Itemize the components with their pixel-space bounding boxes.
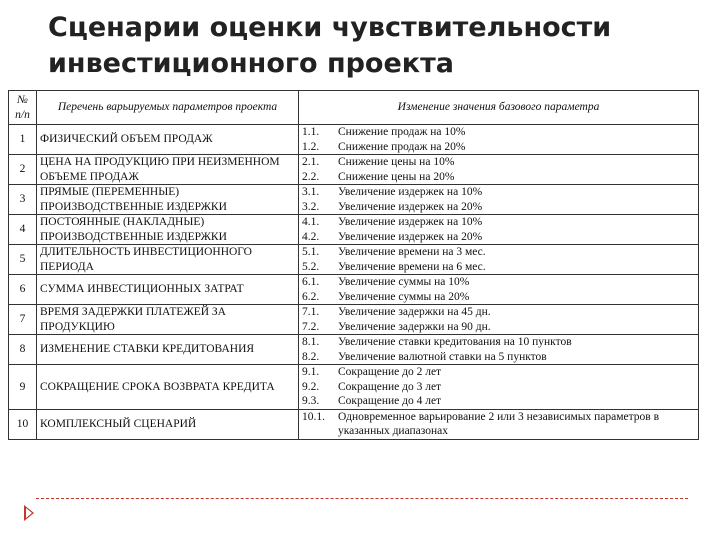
- change-code: 4.2.: [302, 230, 320, 243]
- change-code: 3.2.: [302, 200, 320, 213]
- change-item: [302, 394, 695, 409]
- change-code: 9.2.: [302, 380, 320, 393]
- row-changes: [299, 305, 699, 335]
- row-param: ДЛИТЕЛЬНОСТЬ ИНВЕСТИЦИОННОГО ПЕРИОДА: [37, 245, 299, 275]
- change-item: [302, 125, 695, 140]
- table-row: [9, 335, 699, 365]
- row-num: 6: [9, 275, 37, 305]
- row-param: ИЗМЕНЕНИЕ СТАВКИ КРЕДИТОВАНИЯ: [37, 335, 299, 365]
- row-num: 10: [9, 409, 37, 439]
- row-changes: [299, 409, 699, 439]
- change-text: Сокращение до 2 лет: [338, 366, 442, 378]
- sensitivity-table: [8, 90, 699, 440]
- change-text: Увеличение ставки кредитования на 10 пунктов: [338, 336, 572, 348]
- title-line-2: инвестиционного проекта: [48, 48, 454, 79]
- change-code: 8.1.: [302, 336, 320, 348]
- row-num: 7: [9, 305, 37, 335]
- table-row: [9, 155, 699, 185]
- change-item: [302, 155, 695, 170]
- row-num: 4: [9, 215, 37, 245]
- change-code: 7.2.: [302, 320, 320, 333]
- table-row: [9, 125, 699, 155]
- header-num: № п/п: [9, 91, 37, 125]
- change-text: Увеличение суммы на 20%: [338, 290, 470, 303]
- row-changes: [299, 275, 699, 305]
- row-param: ФИЗИЧЕСКИЙ ОБЪЕМ ПРОДАЖ: [37, 125, 299, 155]
- change-code: 9.3.: [302, 395, 320, 407]
- row-param: ПОСТОЯННЫЕ (НАКЛАДНЫЕ) ПРОИЗВОДСТВЕННЫЕ ИЗДЕРЖКИ: [37, 215, 299, 245]
- change-code: 6.1.: [302, 276, 320, 288]
- change-text: Увеличение издержек на 20%: [338, 200, 483, 213]
- row-num: 3: [9, 185, 37, 215]
- row-num: 2: [9, 155, 37, 185]
- change-code: 7.1.: [302, 306, 320, 318]
- change-item: [302, 410, 695, 439]
- change-text: Увеличение издержек на 20%: [338, 230, 483, 243]
- change-item: [302, 305, 695, 320]
- table-row: [9, 305, 699, 335]
- table-row: [9, 409, 699, 439]
- row-changes: [299, 125, 699, 155]
- change-code: 1.2.: [302, 140, 320, 153]
- row-param: КОМПЛЕКСНЫЙ СЦЕНАРИЙ: [37, 409, 299, 439]
- change-text: Снижение продаж на 20%: [338, 140, 466, 153]
- change-text: Увеличение задержки на 90 дн.: [338, 320, 491, 333]
- row-param: СОКРАЩЕНИЕ СРОКА ВОЗВРАТА КРЕДИТА: [37, 365, 299, 410]
- header-change: Изменение значения базового параметра: [299, 91, 699, 125]
- title-line-1: Сценарии оценки чувствительности: [48, 12, 612, 43]
- change-text: Одновременное варьирование 2 или 3 независимых параметров в указанных диапазонах: [338, 410, 660, 437]
- row-changes: [299, 155, 699, 185]
- change-item: [302, 275, 695, 290]
- change-item: [302, 140, 695, 155]
- change-code: 9.1.: [302, 366, 320, 378]
- header-param: Перечень варьируемых параметров проекта: [37, 91, 299, 125]
- row-changes: [299, 215, 699, 245]
- change-item: [302, 230, 695, 245]
- row-changes: [299, 185, 699, 215]
- change-item: [302, 350, 695, 365]
- change-text: Сокращение до 3 лет: [338, 380, 442, 393]
- change-code: 6.2.: [302, 290, 320, 303]
- change-text: Снижение цены на 10%: [338, 156, 455, 168]
- change-item: [302, 365, 695, 380]
- change-text: Увеличение задержки на 45 дн.: [338, 306, 491, 318]
- change-code: 10.1.: [302, 410, 325, 423]
- change-code: 3.1.: [302, 186, 320, 198]
- change-text: Снижение продаж на 10%: [338, 126, 466, 138]
- change-item: [302, 335, 695, 350]
- change-code: 8.2.: [302, 350, 320, 363]
- change-item: [302, 380, 695, 395]
- page-title: [48, 10, 688, 82]
- row-num: 5: [9, 245, 37, 275]
- change-code: 4.1.: [302, 216, 320, 228]
- change-code: 2.2.: [302, 170, 320, 183]
- change-text: Увеличение времени на 3 мес.: [338, 246, 486, 258]
- row-changes: [299, 365, 699, 410]
- row-num: 1: [9, 125, 37, 155]
- change-text: Увеличение времени на 6 мес.: [338, 260, 486, 273]
- table-body: [9, 125, 699, 440]
- change-item: [302, 245, 695, 260]
- row-num: 9: [9, 365, 37, 410]
- table-header-row: [9, 91, 699, 125]
- change-code: 5.2.: [302, 260, 320, 273]
- row-changes: [299, 335, 699, 365]
- table-row: [9, 275, 699, 305]
- row-changes: [299, 245, 699, 275]
- change-text: Увеличение суммы на 10%: [338, 276, 470, 288]
- change-item: [302, 320, 695, 335]
- table-row: [9, 245, 699, 275]
- table-row: [9, 215, 699, 245]
- change-text: Увеличение валютной ставки на 5 пунктов: [338, 350, 547, 363]
- row-param: ВРЕМЯ ЗАДЕРЖКИ ПЛАТЕЖЕЙ ЗА ПРОДУКЦИЮ: [37, 305, 299, 335]
- row-param: СУММА ИНВЕСТИЦИОННЫХ ЗАТРАТ: [37, 275, 299, 305]
- change-item: [302, 200, 695, 215]
- arrow-icon-inner: [26, 508, 32, 518]
- change-item: [302, 215, 695, 230]
- change-text: Снижение цены на 20%: [338, 170, 455, 183]
- change-item: [302, 260, 695, 275]
- row-param: ПРЯМЫЕ (ПЕРЕМЕННЫЕ) ПРОИЗВОДСТВЕННЫЕ ИЗДЕРЖКИ: [37, 185, 299, 215]
- change-item: [302, 185, 695, 200]
- footer-divider: [36, 498, 688, 499]
- change-item: [302, 170, 695, 185]
- table-row: [9, 365, 699, 410]
- row-num: 8: [9, 335, 37, 365]
- table-row: [9, 185, 699, 215]
- change-code: 5.1.: [302, 246, 320, 258]
- change-code: 1.1.: [302, 126, 320, 138]
- row-param: ЦЕНА НА ПРОДУКЦИЮ ПРИ НЕИЗМЕННОМ ОБЪЕМЕ ПРОДАЖ: [37, 155, 299, 185]
- change-text: Сокращение до 4 лет: [338, 395, 442, 407]
- change-text: Увеличение издержек на 10%: [338, 186, 483, 198]
- change-item: [302, 290, 695, 305]
- change-text: Увеличение издержек на 10%: [338, 216, 483, 228]
- change-code: 2.1.: [302, 156, 320, 168]
